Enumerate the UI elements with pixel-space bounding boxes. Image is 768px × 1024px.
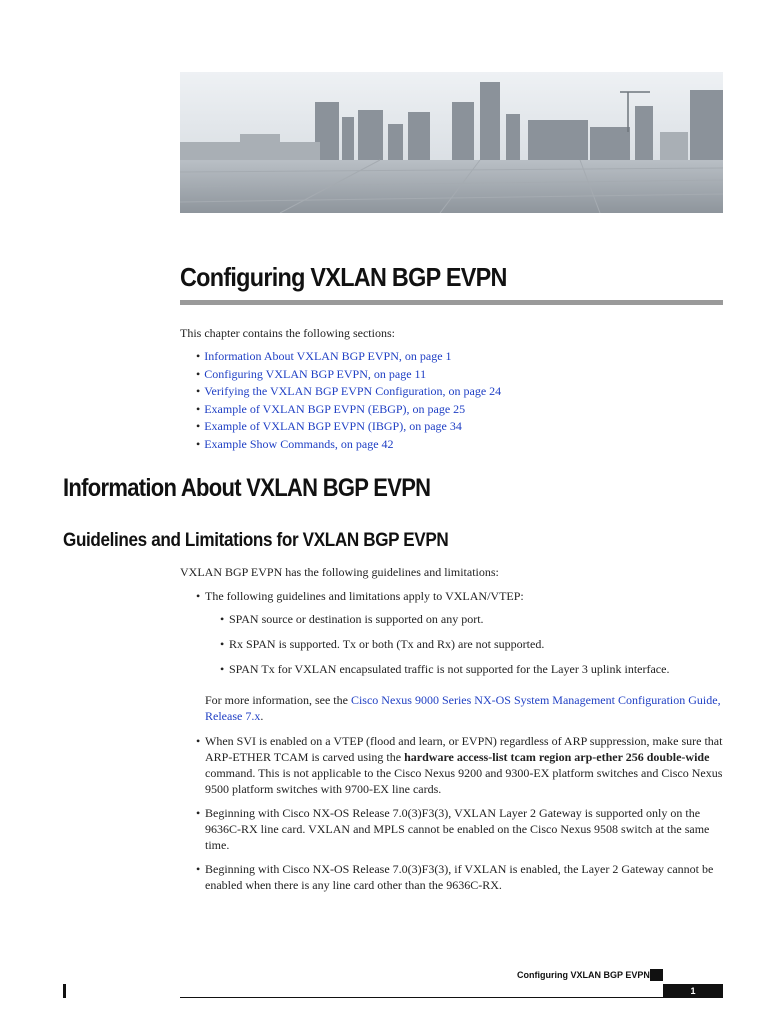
sub-bullet: • SPAN Tx for VXLAN encapsulated traffic is not supported for the Layer 3 uplink interface. — [220, 662, 670, 676]
sub-bullet: • Rx SPAN is supported. Tx or both (Tx and Rx) are not supported. — [220, 637, 545, 651]
sub-bullet: • SPAN source or destination is supported on any port. — [220, 612, 484, 626]
toc-item: • Example Show Commands, on page 42 — [196, 436, 394, 451]
guideline-bullet: • Beginning with Cisco NX-OS Release 7.0(3)F3(3), if VXLAN is enabled, the Layer 2 Gateway cannot be enabled when there is any line card other than the 9636C-RX. — [196, 861, 726, 893]
toc-link[interactable]: Example of VXLAN BGP EVPN (EBGP), on page 25 — [204, 401, 466, 416]
section-title: Information About VXLAN BGP EVPN — [63, 474, 431, 502]
chapter-title: Configuring VXLAN BGP EVPN — [180, 262, 507, 292]
guideline-bullet: • The following guidelines and limitations apply to VXLAN/VTEP: — [196, 589, 524, 603]
footer-chapter-label: Configuring VXLAN BGP EVPN — [517, 970, 650, 980]
toc-link[interactable]: Configuring VXLAN BGP EVPN, on page 11 — [204, 366, 427, 381]
guideline-text: When SVI is enabled on a VTEP (flood and learn, or EVPN) regardless of ARP suppression, make sure that ARP-ETHER TCAM is carved using the — [205, 734, 723, 764]
chapter-toc — [196, 348, 501, 454]
guideline-text: Beginning with Cisco NX-OS Release 7.0(3)F3(3), VXLAN Layer 2 Gateway is supported only on the 9636C-RX line card. VXLAN and MPLS cannot be enabled on the Cisco Nexus 9508 switch at the same time. — [205, 806, 710, 852]
sub-bullet-text: SPAN Tx for VXLAN encapsulated traffic is not supported for the Layer 3 uplink interface. — [229, 662, 670, 676]
sub-bullet-text: Rx SPAN is supported. Tx or both (Tx and Rx) are not supported. — [229, 637, 545, 651]
page-number: 1 — [663, 984, 723, 998]
guideline-bullet: • Beginning with Cisco NX-OS Release 7.0(3)F3(3), VXLAN Layer 2 Gateway is supported only on the 9636C-RX line card. VXLAN and MPLS cannot be enabled on the Cisco Nexus 9508 switch at the same time. — [196, 805, 726, 853]
toc-item: • Verifying the VXLAN BGP EVPN Configuration, on page 24 — [196, 384, 502, 399]
toc-link[interactable]: Information About VXLAN BGP EVPN, on page 1 — [204, 349, 452, 363]
guideline-bullet: • When SVI is enabled on a VTEP (flood and learn, or EVPN) regardless of ARP suppression, make sure that ARP-ETHER TCAM is carved using the hardware access-list tcam region arp-ether 256 double-wide command. This is not applicable to the Cisco Nexus 9200 and 9300-EX platform switches and Cisco Nexus 9500 platform switches with 9700-EX line cards. — [196, 734, 723, 796]
more-info-prefix: For more information, see the — [205, 693, 351, 707]
footer-left-tick — [63, 984, 66, 998]
guidelines-intro: VXLAN BGP EVPN has the following guidelines and limitations: — [180, 565, 499, 579]
toc-item: • Example of VXLAN BGP EVPN (EBGP), on page 25 — [196, 401, 466, 416]
footer-marker — [650, 969, 663, 981]
guideline-text: command. This is not applicable to the Cisco Nexus 9200 and 9300-EX platform switches and Cisco Nexus 9500 platform switches with 9700-EX line cards. — [205, 766, 723, 796]
toc-link[interactable]: Verifying the VXLAN BGP EVPN Configuration, on page 24 — [204, 384, 502, 399]
config-guide-link[interactable]: Cisco Nexus 9000 Series NX-OS System Management Configuration Guide, Release 7.x — [205, 693, 721, 723]
chapter-intro: This chapter contains the following sections: — [180, 326, 395, 340]
toc-item: • Configuring VXLAN BGP EVPN, on page 11 — [196, 366, 427, 381]
guideline-text: The following guidelines and limitations apply to VXLAN/VTEP: — [205, 589, 524, 603]
toc-item: • Example of VXLAN BGP EVPN (IBGP), on page 34 — [196, 419, 462, 434]
footer-rule — [180, 997, 723, 998]
toc-link[interactable]: Example of VXLAN BGP EVPN (IBGP), on page 34 — [204, 419, 462, 434]
title-rule — [180, 300, 723, 305]
toc-link[interactable]: Example Show Commands, on page 42 — [204, 436, 394, 451]
subsection-title: Guidelines and Limitations for VXLAN BGP EVPN — [63, 530, 449, 551]
more-info-suffix: . — [260, 709, 264, 723]
command-text: hardware access-list tcam region arp-ether 256 double-wide — [404, 750, 710, 764]
sub-bullet-text: SPAN source or destination is supported on any port. — [229, 612, 484, 626]
header-cityscape-image — [180, 72, 723, 213]
more-info-note — [205, 692, 725, 724]
toc-item: • Information About VXLAN BGP EVPN, on page 1 — [196, 349, 452, 363]
guideline-text: Beginning with Cisco NX-OS Release 7.0(3)F3(3), if VXLAN is enabled, the Layer 2 Gateway cannot be enabled when there is any line card other than the 9636C-RX. — [205, 862, 714, 892]
